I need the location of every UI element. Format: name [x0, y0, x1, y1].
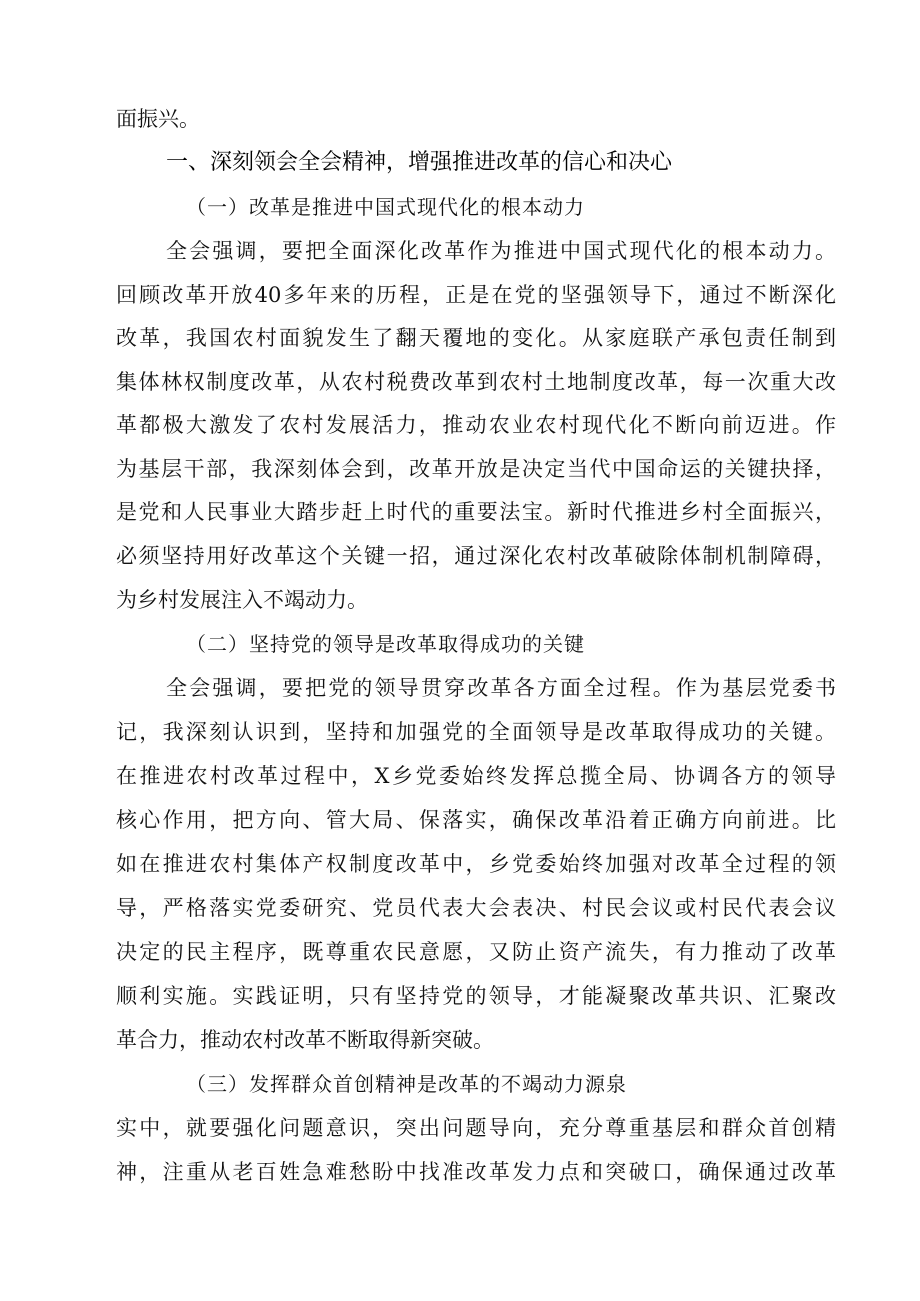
paragraph-line: 导，严格落实党委研究、党员代表大会表决、村民会议或村民代表会议: [116, 896, 836, 920]
paragraph-line: 是党和人民事业大踏步赶上时代的重要法宝。新时代推进乡村全面振兴，: [116, 500, 836, 524]
subsection-heading: （一）改革是推进中国式现代化的根本动力: [186, 195, 585, 219]
paragraph-line: 为乡村发展注入不竭动力。: [116, 588, 368, 612]
paragraph-line: 革都极大激发了农村发展活力，推动农业农村现代化不断向前迈进。作: [116, 413, 836, 437]
paragraph-line: 集体林权制度改革，从农村税费改革到农村土地制度改革，每一次重大改: [116, 370, 836, 394]
paragraph-line: 必须坚持用好改革这个关键一招，通过深化农村改革破除体制机制障碍，: [116, 544, 836, 568]
paragraph-line: 记，我深刻认识到，坚持和加强党的全面领导是改革取得成功的关键。: [116, 720, 836, 744]
paragraph-first-line: 全会强调，要把全面深化改革作为推进中国式现代化的根本动力。: [166, 239, 836, 263]
subsection-heading: （二）坚持党的领导是改革取得成功的关键: [186, 632, 585, 656]
paragraph-line: 决定的民主程序，既尊重农民意愿，又防止资产流失，有力推动了改革: [116, 940, 836, 964]
paragraph-line: 回顾改革开放40多年来的历程，正是在党的坚强领导下，通过不断深化: [116, 283, 836, 307]
paragraph-line: 神，注重从老百姓急难愁盼中找准改革发力点和突破口，确保通过改革: [116, 1160, 836, 1184]
subsection-heading: （三）发挥群众首创精神是改革的不竭动力源泉: [186, 1072, 627, 1096]
paragraph-first-line: 全会强调，要把党的领导贯穿改革各方面全过程。作为基层党委书: [166, 676, 836, 700]
section-heading: 一、深刻领会全会精神，增强推进改革的信心和决心: [166, 150, 673, 175]
paragraph-line: 如在推进农村集体产权制度改革中，乡党委始终加强对改革全过程的领: [116, 852, 836, 876]
paragraph-line: 革合力，推动农村改革不断取得新突破。: [116, 1028, 494, 1052]
paragraph-line: 在推进农村改革过程中，X乡党委始终发挥总揽全局、协调各方的领导: [116, 764, 836, 788]
paragraph-line: 顺利实施。实践证明，只有坚持党的领导，才能凝聚改革共识、汇聚改: [116, 984, 836, 1008]
paragraph-line: 实中，就要强化问题意识，突出问题导向，充分尊重基层和群众首创精: [116, 1116, 836, 1140]
paragraph-line: 核心作用，把方向、管大局、保落实，确保改革沿着正确方向前进。比: [116, 808, 836, 832]
paragraph-line: 为基层干部，我深刻体会到，改革开放是决定当代中国命运的关键抉择，: [116, 457, 836, 481]
paragraph-line: 面振兴。: [116, 107, 200, 131]
paragraph-line: 改革，我国农村面貌发生了翻天覆地的变化。从家庭联产承包责任制到: [116, 326, 836, 350]
